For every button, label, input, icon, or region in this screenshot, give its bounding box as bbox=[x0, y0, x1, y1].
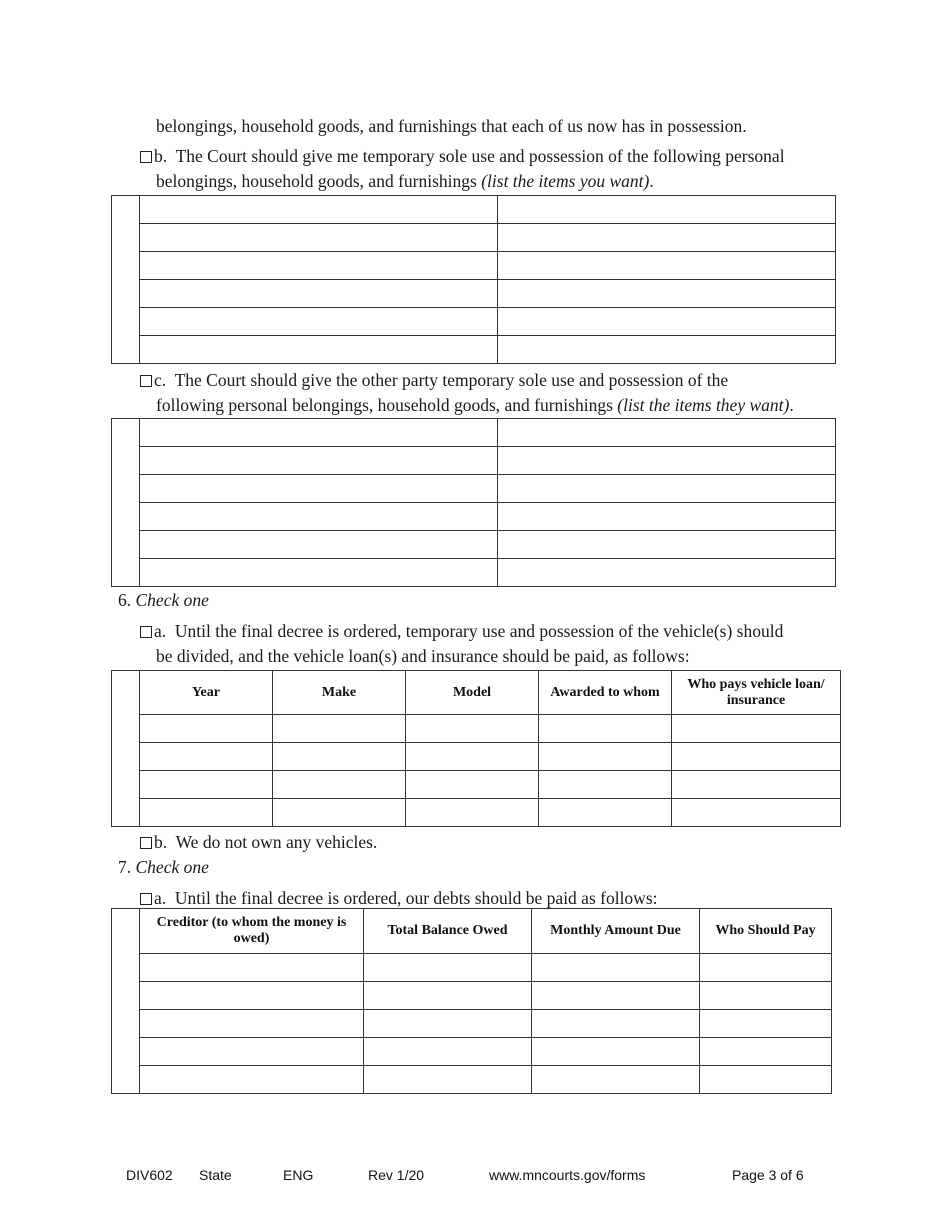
section5-c-text: The Court should give the other party temporary sole use and possession of the bbox=[174, 370, 729, 390]
table-cell[interactable] bbox=[406, 771, 539, 799]
section6-b-label: b. bbox=[154, 832, 168, 852]
column-header-who-pays: Who pays vehicle loan/ insurance bbox=[672, 671, 841, 715]
table-cell[interactable] bbox=[140, 1010, 364, 1038]
section6-a-line2: be divided, and the vehicle loan(s) and insurance should be paid, as follows: bbox=[156, 646, 690, 666]
table-cell[interactable] bbox=[140, 531, 498, 559]
table-cell[interactable] bbox=[498, 419, 836, 447]
table-cell[interactable] bbox=[498, 475, 836, 503]
column-header-who-should-pay: Who Should Pay bbox=[700, 909, 832, 954]
table-cell[interactable] bbox=[140, 1038, 364, 1066]
table-cell[interactable] bbox=[532, 1010, 700, 1038]
checkbox-6b[interactable] bbox=[140, 837, 152, 849]
checkbox-5b[interactable] bbox=[140, 151, 152, 163]
column-header-awarded: Awarded to whom bbox=[539, 671, 672, 715]
section6-number: 6. bbox=[118, 590, 132, 610]
table-cell[interactable] bbox=[532, 1066, 700, 1094]
table-cell[interactable] bbox=[498, 531, 836, 559]
section7-instruction: Check one bbox=[135, 857, 209, 877]
table-cell[interactable] bbox=[498, 336, 836, 364]
column-header-model: Model bbox=[406, 671, 539, 715]
table-cell[interactable] bbox=[140, 1066, 364, 1094]
table-cell[interactable] bbox=[539, 771, 672, 799]
section5-c-label: c. bbox=[154, 370, 167, 390]
table-cell[interactable] bbox=[700, 1066, 832, 1094]
table-cell[interactable] bbox=[498, 224, 836, 252]
table-cell[interactable] bbox=[140, 559, 498, 587]
table-cell[interactable] bbox=[364, 1038, 532, 1066]
table-cell[interactable] bbox=[700, 1038, 832, 1066]
table-cell[interactable] bbox=[700, 982, 832, 1010]
table-cell[interactable] bbox=[273, 715, 406, 743]
footer-jurisdiction: State bbox=[199, 1167, 232, 1183]
table-cell[interactable] bbox=[700, 1010, 832, 1038]
table-cell[interactable] bbox=[140, 954, 364, 982]
table-cell[interactable] bbox=[273, 743, 406, 771]
table-cell[interactable] bbox=[140, 982, 364, 1010]
table-cell[interactable] bbox=[140, 715, 273, 743]
table-cell[interactable] bbox=[700, 954, 832, 982]
checkbox-7a[interactable] bbox=[140, 893, 152, 905]
section6-heading bbox=[118, 589, 209, 611]
table-cell[interactable] bbox=[140, 447, 498, 475]
table-cell[interactable] bbox=[498, 308, 836, 336]
table-cell[interactable] bbox=[498, 503, 836, 531]
section6-b-text: We do not own any vehicles. bbox=[175, 832, 378, 852]
column-header-year: Year bbox=[140, 671, 273, 715]
section7-a-label: a. bbox=[154, 888, 167, 908]
table-cell[interactable] bbox=[672, 743, 841, 771]
checkbox-5c[interactable] bbox=[140, 375, 152, 387]
section6-a-line1 bbox=[140, 620, 783, 642]
footer-page-number: Page 3 of 6 bbox=[732, 1167, 804, 1183]
table-margin-cell bbox=[112, 909, 140, 1094]
table-margin-cell bbox=[112, 671, 140, 827]
section6-instruction: Check one bbox=[135, 590, 209, 610]
section5-c-line2-italic: (list the items they want) bbox=[617, 395, 790, 415]
table-cell[interactable] bbox=[498, 280, 836, 308]
section7-number: 7. bbox=[118, 857, 132, 877]
table-cell[interactable] bbox=[140, 336, 498, 364]
table-cell[interactable] bbox=[140, 419, 498, 447]
table-cell[interactable] bbox=[672, 799, 841, 827]
table-cell[interactable] bbox=[539, 743, 672, 771]
section5-c-line2 bbox=[156, 394, 794, 416]
section5-b-line1 bbox=[140, 145, 785, 167]
table-cell[interactable] bbox=[140, 252, 498, 280]
table-cell[interactable] bbox=[364, 1066, 532, 1094]
table-cell[interactable] bbox=[364, 1010, 532, 1038]
table-cell[interactable] bbox=[498, 196, 836, 224]
items-table-5c bbox=[111, 418, 836, 587]
vehicle-table bbox=[111, 670, 841, 827]
table-cell[interactable] bbox=[140, 224, 498, 252]
table-cell[interactable] bbox=[498, 447, 836, 475]
table-cell[interactable] bbox=[672, 771, 841, 799]
section5-c-line2-text: following personal belongings, household goods, and furnishings bbox=[156, 395, 618, 415]
section7-a-text: Until the final decree is ordered, our debts should be paid as follows: bbox=[174, 888, 658, 908]
column-header-make: Make bbox=[273, 671, 406, 715]
footer-form-id: DIV602 bbox=[126, 1167, 173, 1183]
section7-a-line bbox=[140, 887, 658, 909]
section5-b-line2 bbox=[156, 170, 654, 192]
column-header-total-balance: Total Balance Owed bbox=[364, 909, 532, 954]
debts-table bbox=[111, 908, 832, 1094]
table-cell[interactable] bbox=[539, 715, 672, 743]
table-cell[interactable] bbox=[672, 715, 841, 743]
section5-a-continuation: belongings, household goods, and furnishings that each of us now has in possession. bbox=[156, 116, 747, 136]
section5-b-line2-end: . bbox=[649, 171, 654, 191]
items-table-5b bbox=[111, 195, 836, 364]
column-header-creditor: Creditor (to whom the money is owed) bbox=[140, 909, 364, 954]
table-cell[interactable] bbox=[140, 503, 498, 531]
table-cell[interactable] bbox=[273, 771, 406, 799]
table-cell[interactable] bbox=[406, 743, 539, 771]
section6-a-text: Until the final decree is ordered, temporary use and possession of the vehicle(s) should bbox=[174, 621, 784, 641]
table-cell[interactable] bbox=[532, 982, 700, 1010]
table-cell[interactable] bbox=[498, 252, 836, 280]
column-header-monthly-amount: Monthly Amount Due bbox=[532, 909, 700, 954]
table-cell[interactable] bbox=[498, 559, 836, 587]
section7-heading bbox=[118, 856, 209, 878]
section5-c-line2-end: . bbox=[789, 395, 794, 415]
section5-b-line2-italic: (list the items you want) bbox=[481, 171, 650, 191]
section5-b-text: The Court should give me temporary sole use and possession of the following personal bbox=[175, 146, 785, 166]
footer-language: ENG bbox=[283, 1167, 314, 1183]
table-margin-cell bbox=[112, 196, 140, 364]
table-cell[interactable] bbox=[140, 196, 498, 224]
footer-revision: Rev 1/20 bbox=[368, 1167, 425, 1183]
table-cell[interactable] bbox=[532, 954, 700, 982]
table-cell[interactable] bbox=[140, 771, 273, 799]
table-cell[interactable] bbox=[140, 799, 273, 827]
section6-a-label: a. bbox=[154, 621, 167, 641]
section5-c-line1 bbox=[140, 369, 728, 391]
checkbox-6a[interactable] bbox=[140, 626, 152, 638]
table-cell[interactable] bbox=[140, 280, 498, 308]
section5-b-line2-text: belongings, household goods, and furnishings bbox=[156, 171, 482, 191]
section5-b-label: b. bbox=[154, 146, 168, 166]
table-cell[interactable] bbox=[406, 799, 539, 827]
table-cell[interactable] bbox=[364, 982, 532, 1010]
table-cell[interactable] bbox=[364, 954, 532, 982]
table-margin-cell bbox=[112, 419, 140, 587]
table-cell[interactable] bbox=[140, 308, 498, 336]
table-cell[interactable] bbox=[140, 475, 498, 503]
table-cell[interactable] bbox=[532, 1038, 700, 1066]
table-cell[interactable] bbox=[273, 799, 406, 827]
table-cell[interactable] bbox=[140, 743, 273, 771]
table-cell[interactable] bbox=[539, 799, 672, 827]
section6-b-line bbox=[140, 831, 377, 853]
table-cell[interactable] bbox=[406, 715, 539, 743]
footer-url[interactable]: www.mncourts.gov/forms bbox=[489, 1167, 646, 1183]
